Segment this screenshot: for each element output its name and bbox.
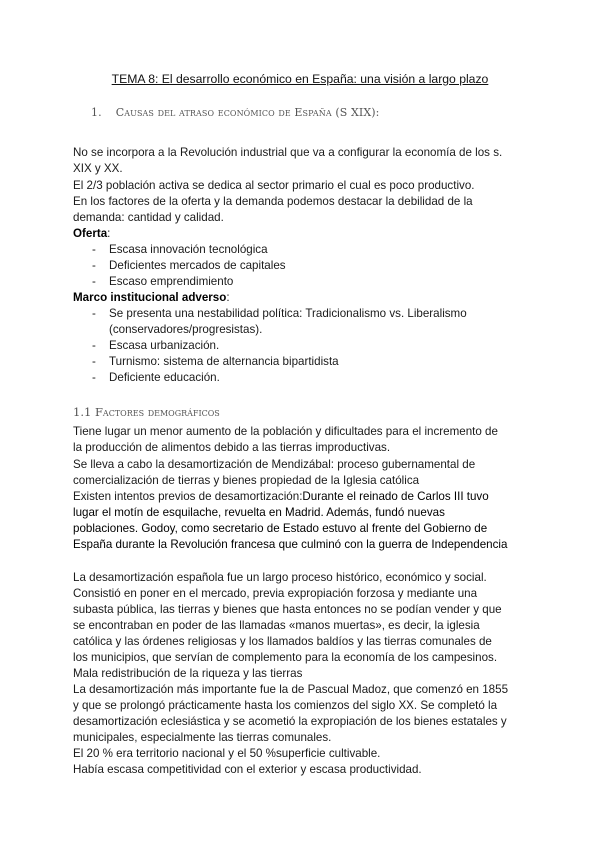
oferta-colon: : (107, 227, 111, 240)
paragraph-line: católica y las órdenes religiosas y los llamados baldíos y las tierras comunales de (73, 635, 492, 648)
paragraph-line: subasta pública, las tierras y bienes que hasta entonces no se podían vender y que (73, 603, 502, 616)
marco-label-line (73, 290, 230, 306)
intro-line: No se incorpora a la Revolución industrial que va a configurar la economía de los s. (73, 146, 503, 159)
marco-item: Turnismo: sistema de alternancia bipartidista (109, 355, 339, 368)
paragraph-line: El 20 % era territorio nacional y el 50 %superficie cultivable. (73, 747, 381, 760)
intentos-rest: Durante el reinado de Carlos III tuvo (302, 490, 489, 503)
intentos-line: lugar el motín de esquilache, revuelta en Madrid. Además, fundó nuevas (73, 506, 445, 519)
paragraph-line: La desamortización española fue un largo proceso histórico, económico y social. (73, 571, 487, 584)
oferta-label-line (73, 226, 110, 242)
document-title: TEMA 8: El desarrollo económico en España: una visión a largo plazo (111, 72, 489, 86)
oferta-label: Oferta (73, 227, 108, 240)
bullet-dash: - (92, 307, 96, 320)
section-1-number: 1. (91, 106, 102, 119)
paragraph-line: Consistió en poner en el mercado, previa expropiación forzosa y mediante una (73, 587, 478, 600)
marco-item: Deficiente educación. (109, 371, 220, 384)
demografia-line: Tiene lugar un menor aumento de la población y dificultades para el incremento de (73, 425, 498, 438)
paragraph-line: desamortización eclesiástica y se acometió la expropiación de los bienes estatales y (73, 715, 507, 728)
paragraph-line: y que se prolongó prácticamente hasta los comienzos del siglo XX. Se completó la (73, 699, 498, 712)
intentos-line: poblaciones. Godoy, como secretario de Estado estuvo al frente del Gobierno de (73, 522, 488, 535)
demografia-line: comercialización de tierras y bienes propiedad de la Iglesia católica (73, 474, 420, 487)
intentos-prefix: Existen intentos previos de desamortización: (73, 490, 303, 503)
bullet-dash: - (92, 355, 96, 368)
bullet-dash: - (92, 243, 96, 256)
oferta-item: Escasa innovación tecnológica (109, 243, 268, 256)
intro-line: demanda: cantidad y calidad. (73, 211, 224, 224)
bullet-dash: - (92, 339, 96, 352)
bullet-dash: - (92, 259, 96, 272)
bullet-dash: - (92, 371, 96, 384)
paragraph-line: los municipios, que servían de complemento para la economía de los campesinos. (73, 651, 498, 664)
demografia-line: Se lleva a cabo la desamortización de Mendizábal: proceso gubernamental de (73, 458, 476, 471)
paragraph-line: La desamortización más importante fue la de Pascual Madoz, que comenzó en 1855 (73, 683, 509, 696)
marco-item-continuation: (conservadores/progresistas). (109, 323, 263, 336)
intentos-line (73, 489, 489, 505)
paragraph-line: se encontraban en poder de las llamadas «manos muertas», es decir, la iglesia (73, 619, 480, 632)
intro-line: XIX y XX. (73, 162, 123, 175)
paragraph-line: Mala redistribución de la riqueza y las tierras (73, 667, 303, 680)
paragraph-line: municipales, especialmente las tierras comunales. (73, 731, 332, 744)
intro-line: El 2/3 población activa se dedica al sector primario el cual es poco productivo. (73, 179, 475, 192)
marco-item: Escasa urbanización. (109, 339, 220, 352)
oferta-item: Escaso emprendimiento (109, 275, 234, 288)
bullet-dash: - (92, 275, 96, 288)
oferta-item: Deficientes mercados de capitales (109, 259, 286, 272)
marco-item: Se presenta una nestabilidad política: Tradicionalismo vs. Liberalismo (109, 307, 467, 320)
paragraph-line: Había escasa competitividad con el exterior y escasa productividad. (73, 763, 422, 776)
section-1-heading (91, 106, 379, 119)
intentos-line: España durante la Revolución francesa que culminó con la guerra de Independencia (73, 538, 508, 551)
demografia-line: la producción de alimentos debido a las tierras improductivas. (73, 441, 391, 454)
marco-label: Marco institucional adverso (73, 291, 227, 304)
intro-line: En los factores de la oferta y la demanda podemos destacar la debilidad de la (73, 195, 473, 208)
section-1-heading-text: Causas del atraso económico de España (S XIX): (115, 106, 380, 119)
marco-colon: : (226, 291, 230, 304)
section-1-1-heading: 1.1 Factores demográficos (73, 405, 220, 419)
